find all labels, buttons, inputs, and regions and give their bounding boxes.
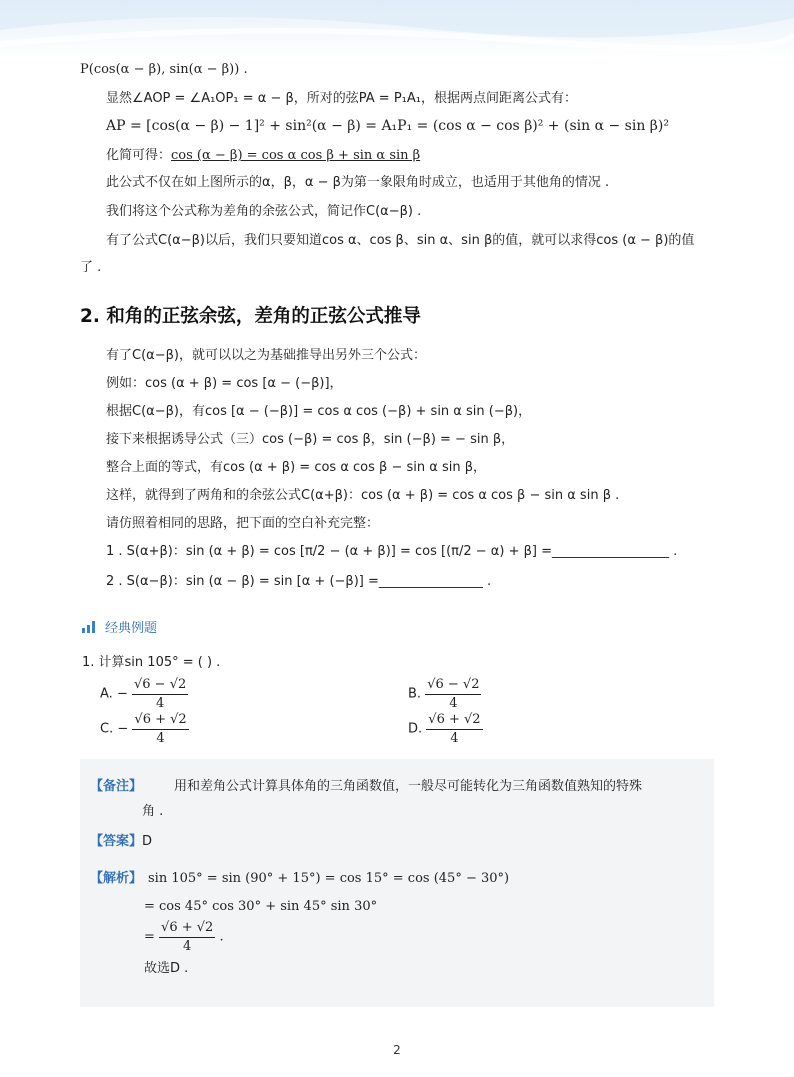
fraction-denominator: 4	[155, 696, 165, 711]
exercise-sin-diff: 2 . S(α−β)：sin (α − β) = sin [α + (−β)] =________________ .	[106, 574, 492, 589]
answer-row	[90, 832, 152, 852]
option-sign: −	[117, 721, 129, 737]
text-point-p: P(cos(α − β), sin(α − β)) .	[80, 62, 248, 77]
option-label: D.	[408, 721, 423, 737]
text-s6: 这样，就得到了两角和的余弦公式C(α+β)：cos (α + β) = cos α cos β − sin α sin β .	[106, 488, 620, 503]
fraction-numerator: √6 − √2	[425, 676, 481, 695]
examples-heading-label: 经典例题	[105, 621, 158, 636]
answer-tag: 【答案】	[90, 834, 143, 849]
analysis-row	[90, 869, 509, 889]
bar-chart-icon	[82, 621, 95, 633]
fraction-denominator: 4	[449, 696, 458, 711]
analysis-step-1: sin 105° = sin (90° + 15°) = cos 15° = cos (45° − 30°)	[148, 871, 510, 886]
text-angle-equality: 显然∠AOP = ∠A₁OP₁ = α − β，所对的弦PA = P₁A₁，根据两点间距离公式有：	[106, 91, 577, 106]
note-tag: 【备注】	[90, 779, 143, 794]
text-s2: 例如：cos (α + β) = cos [α − (−β)]，	[106, 376, 343, 391]
exercise-sin-sum: 1 . S(α+β)：sin (α + β) = cos [π/2 − (α + β)] = cos [(π/2 − α) + β] =__________________ .	[106, 544, 678, 559]
option-fraction	[425, 676, 481, 712]
option-b[interactable]	[408, 676, 481, 712]
text-applicability: 此公式不仅在如上图所示的α，β，α − β为第一象限角时成立，也适用于其他角的情况 .	[106, 175, 610, 190]
option-a[interactable]	[100, 676, 188, 712]
answer-value: D	[142, 834, 153, 849]
note-text-cont: 角 .	[142, 804, 164, 819]
fraction-numerator: √6 + √2	[132, 711, 188, 730]
header-decoration	[0, 0, 794, 58]
formula-cos-diff: cos (α − β) = cos α cos β + sin α sin β	[171, 148, 421, 163]
examples-heading	[82, 617, 157, 636]
section-heading: 2. 和角的正弦余弦，差角的正弦公式推导	[80, 306, 421, 327]
option-sign: −	[116, 686, 128, 702]
option-fraction	[132, 676, 188, 712]
fraction-numerator: √6 + √2	[159, 919, 215, 938]
page-number: 2	[393, 1043, 401, 1057]
text-s3: 根据C(α−β)，有cos [α − (−β)] = cos α cos (−β) + sin α sin (−β)，	[106, 404, 532, 419]
analysis-step-3	[144, 919, 224, 955]
text-formula-name: 我们将这个公式称为差角的余弦公式，简记作C(α−β) .	[106, 204, 422, 219]
fraction-denominator: 4	[450, 731, 459, 746]
option-d[interactable]	[408, 711, 483, 747]
fraction-denominator: 4	[156, 731, 165, 746]
analysis-end: .	[219, 929, 224, 945]
option-fraction	[132, 711, 188, 747]
question-1: 1. 计算sin 105° = ( ) .	[82, 655, 221, 670]
note-text: 用和差角公式计算具体角的三角函数值，一般尽可能转化为三角函数值熟知的特殊	[174, 779, 643, 794]
option-c[interactable]	[100, 711, 189, 747]
text-s7: 请仿照着相同的思路，把下面的空白补充完整：	[106, 516, 380, 531]
note-row	[90, 777, 642, 797]
fraction-numerator: √6 − √2	[132, 676, 188, 695]
analysis-tag: 【解析】	[90, 871, 143, 886]
formula-distance: AP = [cos(α − β) − 1]² + sin²(α − β) = A₁P₁ = (cos α − cos β)² + (sin α − sin β)²	[106, 118, 669, 134]
text-simplified	[106, 146, 420, 166]
text-with-formula: 有了公式C(α−β)以后，我们只要知道cos α、cos β、sin α、sin β的值，就可以求得cos (α − β)的值	[106, 233, 695, 248]
option-label: B.	[408, 686, 422, 702]
option-label: A.	[100, 686, 113, 702]
option-fraction	[426, 711, 482, 747]
header-band	[0, 0, 794, 58]
option-label: C.	[100, 721, 114, 737]
text-continuation: 了 .	[80, 260, 102, 275]
analysis-step-2: = cos 45° cos 30° + sin 45° sin 30°	[144, 899, 378, 914]
text-s5: 整合上面的等式，有cos (α + β) = cos α cos β − sin α sin β，	[106, 460, 487, 475]
analysis-conclusion: 故选D .	[144, 961, 189, 976]
analysis-eq: =	[144, 929, 155, 945]
text-s1: 有了C(α−β)，就可以以之为基础推导出另外三个公式：	[106, 348, 426, 363]
fraction-numerator: √6 + √2	[426, 711, 482, 730]
solution-panel	[80, 759, 714, 1007]
simplified-prefix: 化简可得：	[106, 148, 172, 163]
fraction-denominator: 4	[183, 939, 192, 954]
text-s4: 接下来根据诱导公式（三）cos (−β) = cos β，sin (−β) = − sin β，	[106, 432, 515, 447]
analysis-fraction	[159, 919, 215, 955]
